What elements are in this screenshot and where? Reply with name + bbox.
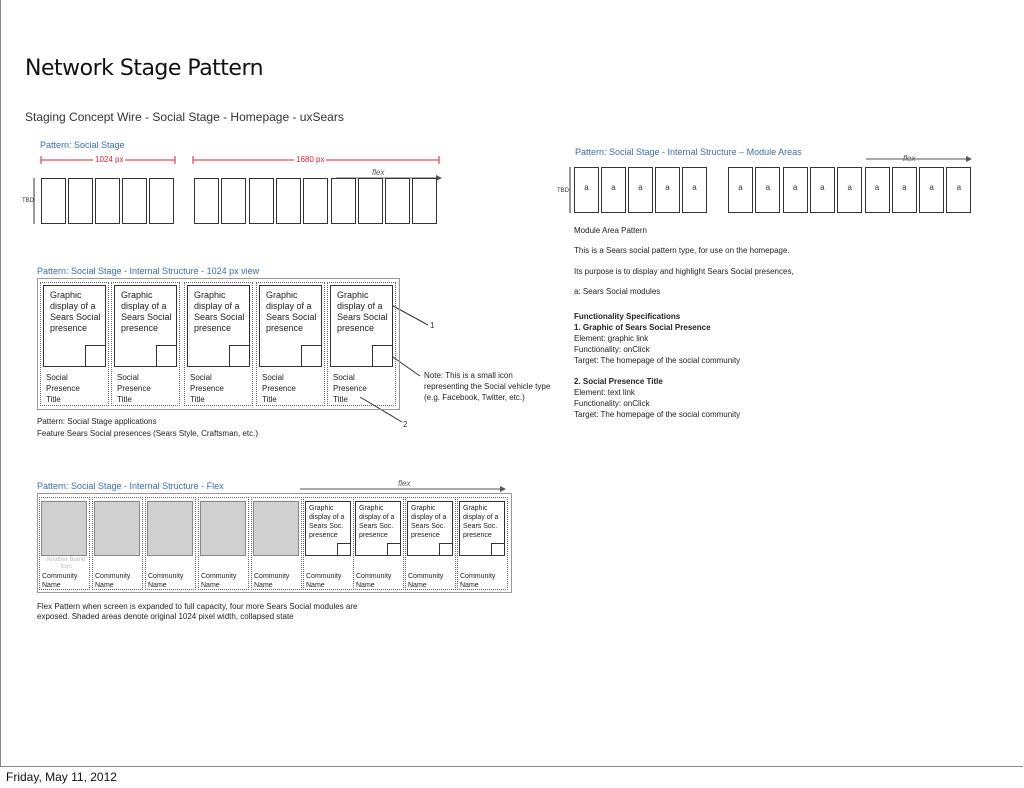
module-area-cell: a xyxy=(865,167,890,213)
stage-module-box xyxy=(41,178,66,224)
flex-caption-2: exposed. Shaded areas denote original 1024 pixel width, collapsed state xyxy=(37,612,294,621)
module-area-cell: a xyxy=(601,167,626,213)
graphic-display-text: Graphic display of a Sears Social presence xyxy=(337,290,388,333)
stage-module-box xyxy=(385,178,410,224)
module-area-cell: a xyxy=(655,167,680,213)
vehicle-type-icon xyxy=(387,543,401,556)
community-name: Community Name xyxy=(95,573,131,589)
stage-module-box xyxy=(68,178,93,224)
graphic-display-text: Graphic display of a Sears Social presence xyxy=(121,290,172,333)
icon-note: Note: This is a small icon representing the Social vehicle type (e.g. Facebook, Twitter, etc.) xyxy=(424,371,551,402)
flex-structure-flex-label: flex xyxy=(398,479,411,488)
module-desc-2: Its purpose is to display and highlight Sears Social presences, xyxy=(574,267,794,276)
social-presence-title: Social Presence Title xyxy=(333,373,367,404)
vehicle-type-icon xyxy=(156,345,177,367)
width-1024-label: 1024 px xyxy=(95,155,124,164)
flex-caption-1: Flex Pattern when screen is expanded to full capacity, four more Sears Social modules are xyxy=(37,602,358,611)
page-subtitle: Staging Concept Wire - Social Stage - Homepage - uxSears xyxy=(25,110,344,124)
community-name: Community Name xyxy=(254,573,290,589)
graphic-display-card xyxy=(259,285,322,367)
stage-flex-label: flex xyxy=(372,168,385,177)
callout-1: 1 xyxy=(430,321,435,330)
graphic-display-card xyxy=(305,501,351,556)
vehicle-type-icon xyxy=(301,345,322,367)
community-name: Community Name xyxy=(306,573,342,589)
graphic-display-card xyxy=(330,285,393,367)
shaded-module xyxy=(200,501,246,556)
module-area-cell: a xyxy=(728,167,753,213)
graphic-display-text: Graphic display of a Sears Soc. presence xyxy=(411,505,447,539)
module-area-cell: a xyxy=(783,167,808,213)
faded-brand-text: Another Brand Icon xyxy=(46,557,86,570)
internal-caption-2: Feature Sears Social presences (Sears Style, Craftsman, etc.) xyxy=(37,429,258,438)
vehicle-type-icon xyxy=(337,543,351,556)
spec2-target: Target: The homepage of the social community xyxy=(574,410,741,419)
graphic-display-text: Graphic display of a Sears Social presence xyxy=(194,290,245,333)
social-presence-title: Social Presence Title xyxy=(117,373,151,404)
graphic-display-card xyxy=(407,501,453,556)
stage-module-box xyxy=(249,178,274,224)
vehicle-type-icon xyxy=(85,345,106,367)
stage-module-box xyxy=(95,178,120,224)
module-area-cell: a xyxy=(628,167,653,213)
vehicle-type-icon xyxy=(491,543,505,556)
graphic-display-text: Graphic display of a Sears Soc. presence xyxy=(359,505,395,539)
stage-label: Pattern: Social Stage xyxy=(40,140,125,150)
internal-1024-label: Pattern: Social Stage - Internal Structure - 1024 px view xyxy=(37,266,260,276)
social-presence-title: Social Presence Title xyxy=(46,373,80,404)
width-1680-label: 1680 px xyxy=(296,155,325,164)
stage-module-box xyxy=(276,178,301,224)
spec1-element: Element: graphic link xyxy=(574,334,649,343)
stage-module-box xyxy=(331,178,356,224)
module-area-cell: a xyxy=(919,167,944,213)
spec2-functionality: Functionality: onClick xyxy=(574,399,650,408)
graphic-display-card xyxy=(187,285,250,367)
spec2-title: 2. Social Presence Title xyxy=(574,377,663,386)
spec1-target: Target: The homepage of the social community xyxy=(574,356,741,365)
spec2-element: Element: text link xyxy=(574,388,635,397)
graphic-display-card xyxy=(43,285,106,367)
module-area-cell: a xyxy=(837,167,862,213)
community-name: Community Name xyxy=(460,573,496,589)
graphic-display-card xyxy=(114,285,177,367)
module-legend-a: a: Sears Social modules xyxy=(574,287,661,296)
graphic-display-text: Graphic display of a Sears Soc. presence xyxy=(463,505,499,539)
stage-module-box xyxy=(412,178,437,224)
footer-date: Friday, May 11, 2012 xyxy=(6,770,117,784)
module-area-cell: a xyxy=(574,167,599,213)
shaded-module xyxy=(94,501,140,556)
page-title: Network Stage Pattern xyxy=(25,56,264,81)
stage-module-box xyxy=(221,178,246,224)
shaded-module xyxy=(253,501,299,556)
spec1-title: 1. Graphic of Sears Social Presence xyxy=(574,323,711,332)
internal-caption-1: Pattern: Social Stage applications xyxy=(37,417,157,426)
spec1-functionality: Functionality: onClick xyxy=(574,345,650,354)
social-presence-title: Social Presence Title xyxy=(190,373,224,404)
shaded-module xyxy=(147,501,193,556)
stage-module-box xyxy=(122,178,147,224)
social-presence-title: Social Presence Title xyxy=(262,373,296,404)
graphic-display-card xyxy=(459,501,505,556)
module-area-cell: a xyxy=(755,167,780,213)
module-tbd-label: TBD xyxy=(557,188,569,194)
vehicle-type-icon xyxy=(439,543,453,556)
community-name: Community Name xyxy=(201,573,237,589)
community-name: Community Name xyxy=(408,573,444,589)
graphic-display-text: Graphic display of a Sears Social presence xyxy=(50,290,101,333)
module-area-cell: a xyxy=(946,167,971,213)
module-areas-label: Pattern: Social Stage - Internal Structure – Module Areas xyxy=(575,147,802,157)
tbd-label: TBD xyxy=(22,198,34,204)
stage-module-box xyxy=(358,178,383,224)
stage-module-box xyxy=(303,178,328,224)
community-name: Community Name xyxy=(42,573,78,589)
module-desc-1: This is a Sears social pattern type, for use on the homepage. xyxy=(574,246,790,255)
module-flex-label: flex xyxy=(903,154,916,163)
module-area-cell: a xyxy=(810,167,835,213)
graphic-display-card xyxy=(355,501,401,556)
graphic-display-text: Graphic display of a Sears Soc. presence xyxy=(309,505,345,539)
stage-module-box xyxy=(149,178,174,224)
vehicle-type-icon xyxy=(229,345,250,367)
community-name: Community Name xyxy=(148,573,184,589)
spec-heading: Functionality Specifications xyxy=(574,312,681,321)
shaded-module xyxy=(41,501,87,556)
stage-module-box xyxy=(194,178,219,224)
module-pattern-name: Module Area Pattern xyxy=(574,226,647,235)
callout-2: 2 xyxy=(403,420,408,429)
flex-structure-label: Pattern: Social Stage - Internal Structure - Flex xyxy=(37,481,224,491)
graphic-display-text: Graphic display of a Sears Social presence xyxy=(266,290,317,333)
vehicle-type-icon xyxy=(372,345,393,367)
module-area-cell: a xyxy=(892,167,917,213)
community-name: Community Name xyxy=(356,573,392,589)
module-area-cell: a xyxy=(682,167,707,213)
